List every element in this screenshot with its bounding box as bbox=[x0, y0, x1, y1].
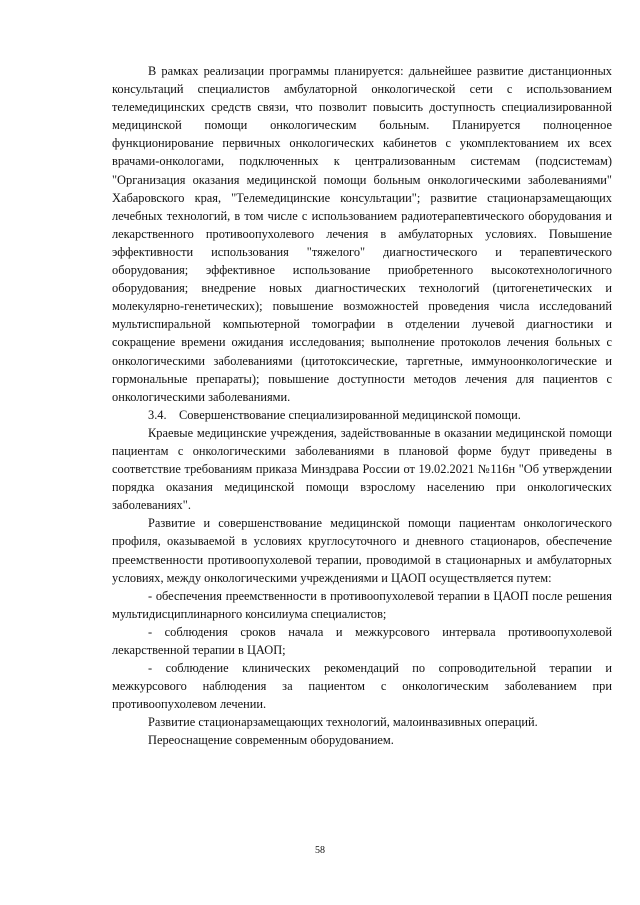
section-heading: 3.4. Совершенствование специализированной медицинской помощи. bbox=[148, 407, 521, 422]
list-item-guidelines: - соблюдение клинических рекомендаций по сопроводительной терапии и межкурсового наблюдения за пациентом с онкологическим заболеванием при противоопухолевом лечении. bbox=[112, 661, 612, 712]
paragraph-equipment: Переоснащение современным оборудованием. bbox=[148, 733, 394, 748]
paragraph-day-care-technologies: Развитие стационарзамещающих технологий, малоинвазивных операций. bbox=[148, 715, 538, 730]
document-body bbox=[112, 62, 612, 750]
paragraph-remote-consultations: В рамках реализации программы планируется: дальнейшее развитие дистанционных консультаций специалистов амбулаторной онкологической сети с использованием телемедицинских средств связи, что позволит повысить доступность специализированной медицинской помощи онкологическим больным. Планируется полноценное функционирование первичных онкологических кабинетов с укомплектованием их всех врачами-онкологами, подключенных к централизованным системам (подсистемам) "Организация оказания медицинской помощи больным онкологическими заболеваниями" Хабаровского края, "Телемедицинские консультации"; развитие стационарзамещающих лечебных технологий, в том числе с использованием радиотерапевтического оборудования и лекарственного противоопухолевого лечения в амбулаторных условиях. Повышение эффективности использования "тяжелого" диагностического и терапевтического оборудования; эффективное использование приобретенного высокотехнологичного оборудования; внедрение новых диагностических технологий (цитогенетических и молекулярно-генетических); повышение возможностей проведения числа исследований мультиспиральной компьютерной томографии в отделении лучевой диагностики и сокращение времени ожидания исследования; выполнение протоколов лечения больных с онкологическими заболеваниями (цитотоксические, таргетные, иммуноонкологические и гормональные препараты); повышение доступности методов лечения для пациентов с онкологическими заболеваниями. bbox=[112, 64, 612, 404]
paragraph-development: Развитие и совершенствование медицинской помощи пациентам онкологического профиля, оказываемой в условиях круглосуточного и дневного стационаров, обеспечение преемственности противоопухолевой терапии, проводимой в стационарных и амбулаторных условиях, между онкологическими учреждениями и ЦАОП осуществляется путем: bbox=[112, 516, 612, 585]
list-item-deadlines: - соблюдения сроков начала и межкурсового интервала противоопухолевой лекарственной терапии в ЦАОП; bbox=[112, 624, 612, 657]
paragraph-regional-institutions: Краевые медицинские учреждения, задействованные в оказании медицинской помощи пациентам с онкологическими заболеваниями в плановой форме будут приведены в соответствие требованиям приказа Минздрава России от 19.02.2021 №116н "Об утверждении порядка оказания медицинской помощи взрослому населению при онкологических заболеваниях". bbox=[112, 425, 612, 513]
page-number: 58 bbox=[315, 845, 325, 856]
list-item-continuity: - обеспечения преемственности в противоопухолевой терапии в ЦАОП после решения мультидисциплинарного консилиума специалистов; bbox=[112, 588, 612, 621]
